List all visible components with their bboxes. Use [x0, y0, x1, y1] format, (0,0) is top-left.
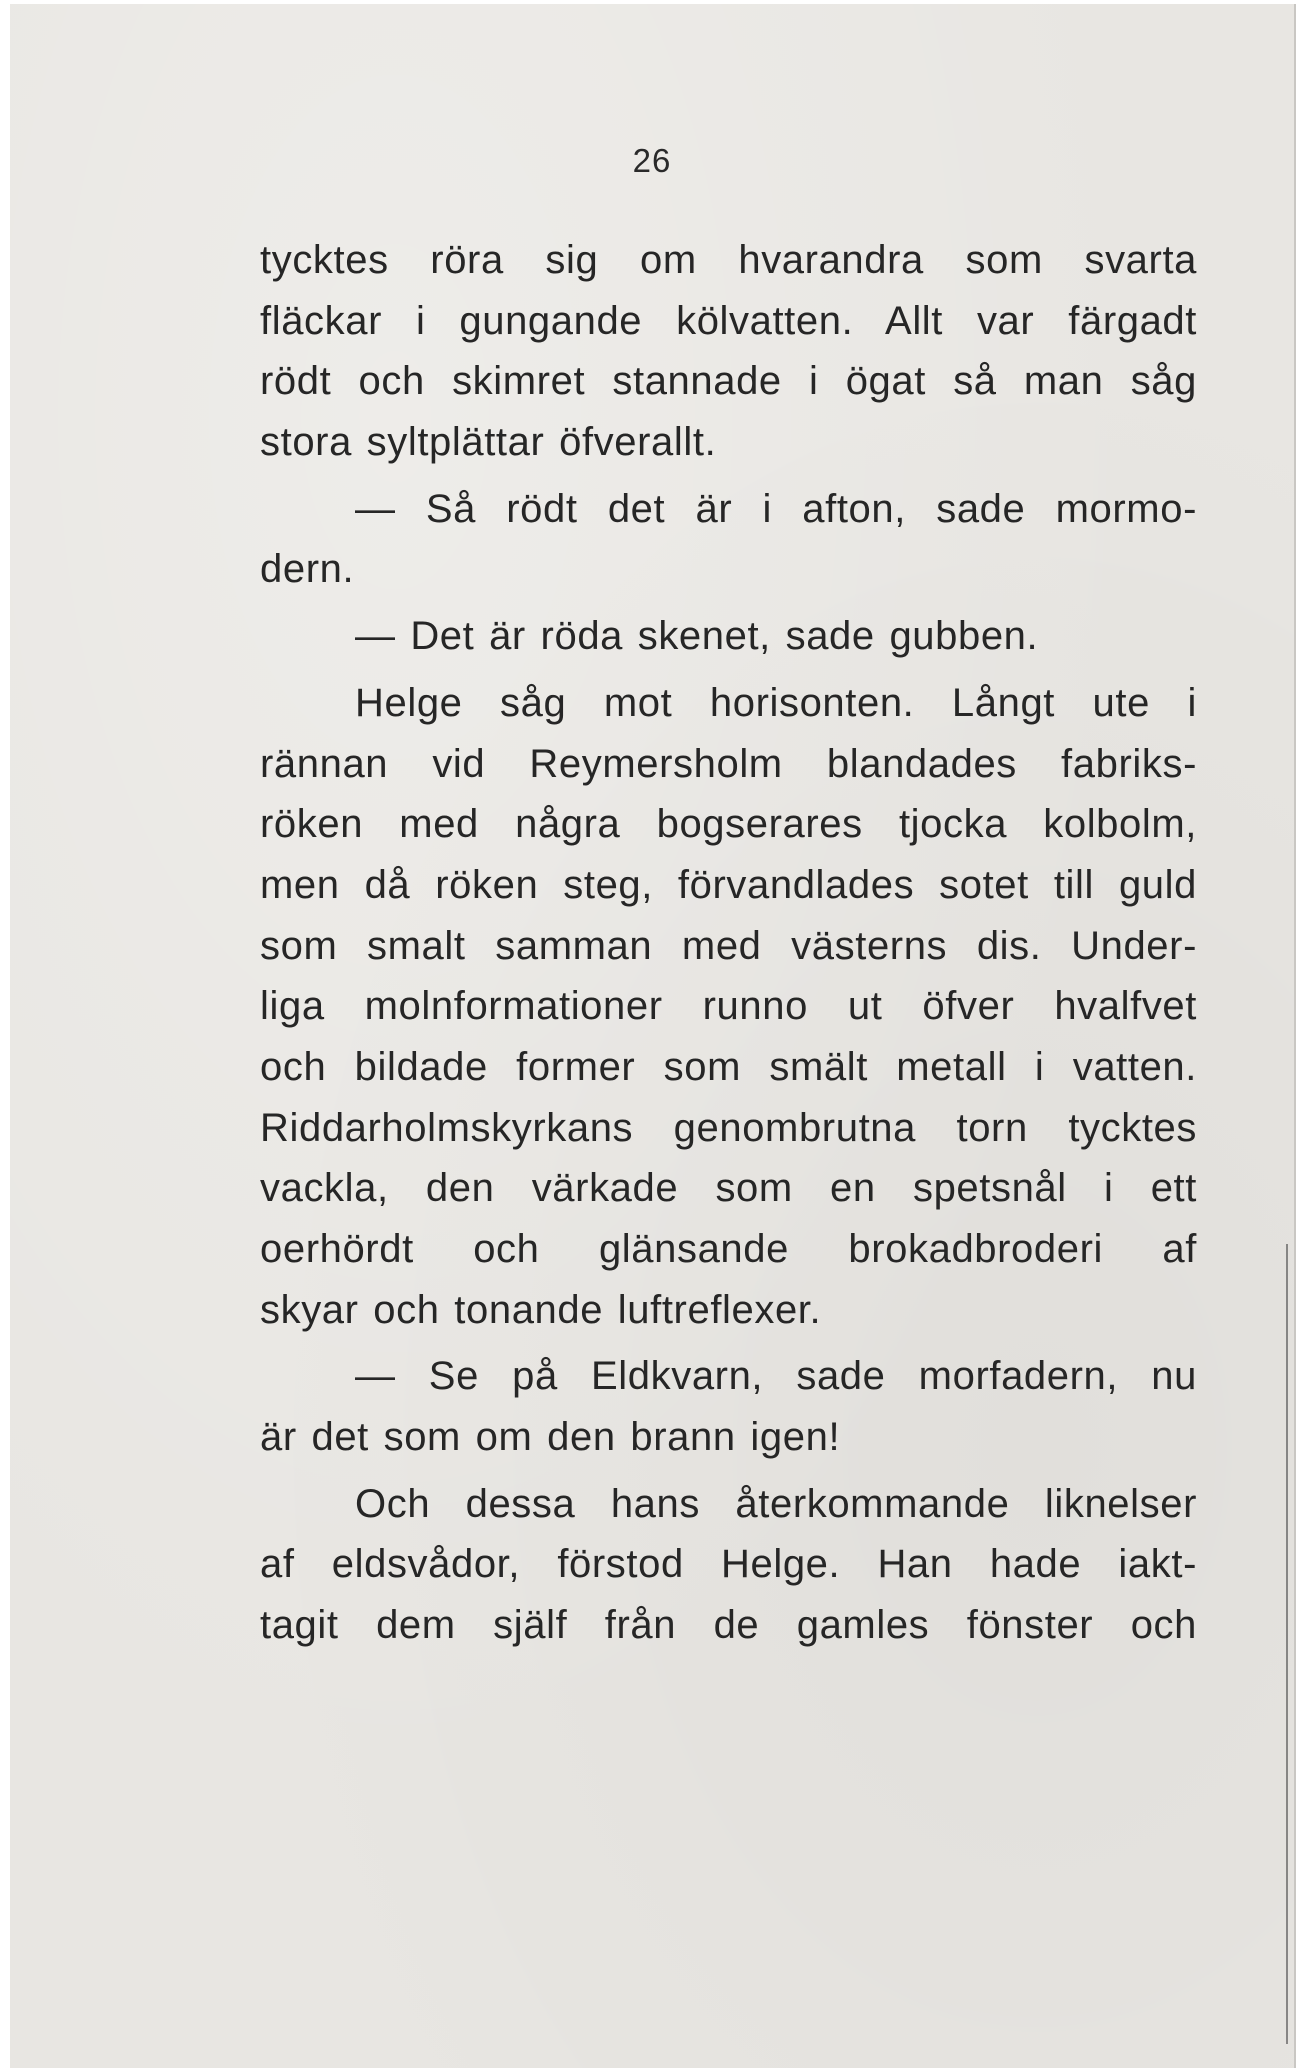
text-line: fläckar i gungande kölvatten. Allt var färgadt	[260, 298, 1197, 343]
text-line: som smalt samman med västerns dis. Under-	[260, 923, 1197, 968]
text-line: Och dessa hans återkommande liknelser	[355, 1481, 1197, 1526]
text-line: tagit dem själf från de gamles fönster och	[260, 1603, 1197, 1648]
page-number: 26	[632, 142, 672, 179]
text-line: rödt och skimret stannade i ögat så man såg	[260, 359, 1197, 404]
text-line: oerhördt och glänsande brokadbroderi af	[260, 1227, 1197, 1271]
paragraph	[260, 230, 1197, 473]
text-line: liga molnformationer runno ut öfver hvalfvet	[260, 984, 1197, 1029]
text-line: vackla, den värkade som en spetsnål i ett	[260, 1166, 1197, 1211]
text-line: stora syltplättar öfverallt.	[260, 420, 717, 465]
text-line: men då röken steg, förvandlades sotet till guld	[260, 862, 1197, 907]
paragraph	[260, 1474, 1197, 1656]
paragraph	[260, 606, 1197, 667]
text-line: Helge såg mot horisonten. Långt ute i	[355, 680, 1197, 725]
text-line: rännan vid Reymersholm blandades fabriks-	[260, 741, 1197, 786]
paragraph	[260, 1346, 1197, 1467]
text-line: är det som om den brann igen!	[260, 1415, 841, 1460]
text-line: — Så rödt det är i afton, sade mormo-	[355, 486, 1197, 531]
paragraph	[260, 673, 1197, 1341]
text-line: tycktes röra sig om hvarandra som svarta	[260, 238, 1197, 282]
text-line: Riddarholmskyrkans genombrutna torn tycktes	[260, 1105, 1197, 1150]
text-line: — Det är röda skenet, sade gubben.	[355, 614, 1039, 659]
text-line: röken med några bogserares tjocka kolbolm,	[260, 802, 1197, 847]
text-line: af eldsvådor, förstod Helge. Han hade iakt-	[260, 1542, 1197, 1587]
page-edge-shadow	[1286, 1244, 1288, 2044]
book-page	[10, 4, 1296, 2068]
paragraph	[260, 479, 1197, 600]
text-line: och bildade former som smält metall i vatten.	[260, 1044, 1197, 1089]
text-line: — Se på Eldkvarn, sade morfadern, nu	[355, 1354, 1197, 1399]
body-text	[260, 230, 1197, 1656]
text-line: skyar och tonande luftreflexer.	[260, 1287, 822, 1332]
text-line: dern.	[260, 547, 355, 592]
